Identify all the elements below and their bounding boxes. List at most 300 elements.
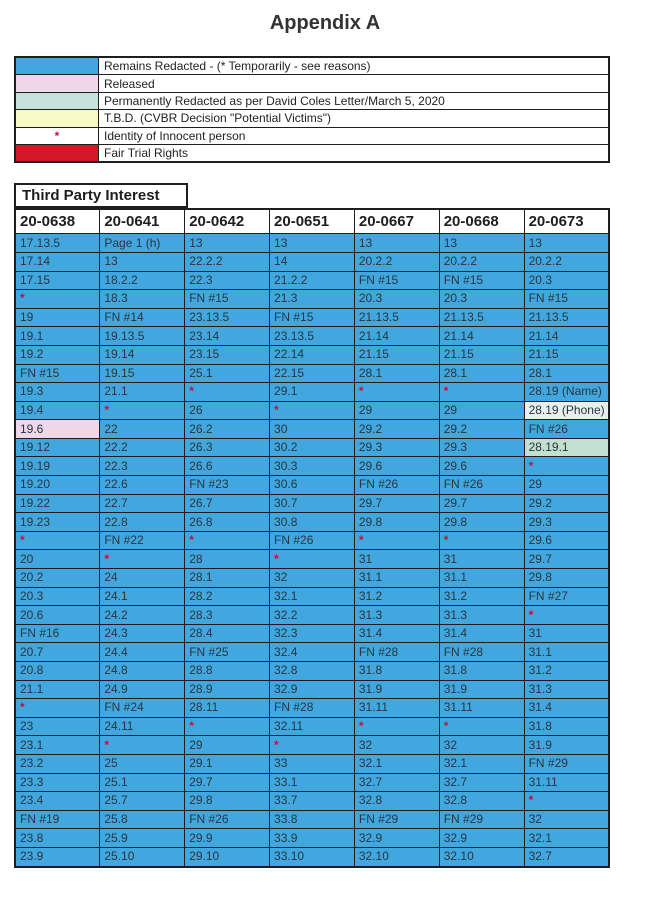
table-cell: 31.1	[524, 643, 609, 662]
table-cell: 19.23	[15, 513, 100, 532]
table-cell: 33.10	[270, 847, 355, 866]
table-cell: 29.2	[439, 420, 524, 439]
table-cell: 19.3	[15, 383, 100, 402]
table-cell: 31.3	[354, 606, 439, 625]
table-cell: 21.2.2	[270, 271, 355, 290]
column-header-20-0673: 20-0673	[524, 209, 609, 234]
table-cell: 33.8	[270, 810, 355, 829]
table-cell	[524, 792, 609, 811]
table-cell: 19.22	[15, 494, 100, 513]
table-row	[15, 662, 609, 681]
column-header-20-0667: 20-0667	[354, 209, 439, 234]
table-cell: 29.8	[185, 792, 270, 811]
column-header-20-0651: 20-0651	[270, 209, 355, 234]
table-cell	[439, 383, 524, 402]
table-cell: 31.2	[354, 587, 439, 606]
table-row	[15, 252, 609, 271]
table-cell: 28.19 (Name)	[524, 383, 609, 402]
table-cell: 32.1	[439, 754, 524, 773]
table-cell	[439, 531, 524, 550]
table-cell: 32	[354, 736, 439, 755]
table-cell: 22.2.2	[185, 252, 270, 271]
table-row	[15, 290, 609, 309]
table-cell: 20.7	[15, 643, 100, 662]
table-cell: FN #15	[354, 271, 439, 290]
table-cell: 32.8	[354, 792, 439, 811]
table-cell	[354, 531, 439, 550]
table-cell	[524, 606, 609, 625]
legend-label: Permanently Redacted as per David Coles Letter/March 5, 2020	[99, 92, 610, 109]
table-cell: 20	[15, 550, 100, 569]
table-cell: 33.7	[270, 792, 355, 811]
table-group-header: Third Party Interest	[14, 183, 188, 208]
column-header-20-0641: 20-0641	[100, 209, 185, 234]
table-cell: 31.3	[524, 680, 609, 699]
table-cell: 28.9	[185, 680, 270, 699]
table-row	[15, 476, 609, 495]
redaction-asterisk: *	[104, 402, 110, 417]
table-cell: FN #27	[524, 587, 609, 606]
table-cell: 21.14	[439, 327, 524, 346]
table-cell: 20.2.2	[354, 252, 439, 271]
table-row	[15, 624, 609, 643]
column-header-20-0642: 20-0642	[185, 209, 270, 234]
table-cell: 23.1	[15, 736, 100, 755]
table-cell	[100, 736, 185, 755]
table-cell	[270, 550, 355, 569]
table-cell: 24.2	[100, 606, 185, 625]
table-cell: FN #28	[270, 699, 355, 718]
table-cell: 19.13.5	[100, 327, 185, 346]
table-cell: 21.1	[100, 383, 185, 402]
table-cell: 29.8	[439, 513, 524, 532]
table-cell: 25.10	[100, 847, 185, 866]
table-cell: 28.2	[185, 587, 270, 606]
legend-label: Released	[99, 75, 610, 92]
table-cell: 31.2	[439, 587, 524, 606]
table-cell: FN #28	[439, 643, 524, 662]
table-cell: FN #24	[100, 699, 185, 718]
table-cell: 29.7	[354, 494, 439, 513]
table-cell: 29.6	[354, 457, 439, 476]
table-cell: 31.1	[439, 569, 524, 588]
redaction-asterisk: *	[443, 533, 449, 548]
table-cell: 20.3	[524, 271, 609, 290]
table-cell: 32.8	[439, 792, 524, 811]
table-cell	[15, 699, 100, 718]
table-cell: 29.9	[185, 829, 270, 848]
redaction-asterisk: *	[358, 384, 364, 399]
legend-swatch-yellow	[15, 110, 99, 127]
table-cell: 20.6	[15, 606, 100, 625]
redaction-asterisk: *	[358, 533, 364, 548]
legend-swatch-green	[15, 92, 99, 109]
table-cell: 32.10	[439, 847, 524, 866]
table-cell: 31	[439, 550, 524, 569]
table-cell: 29.7	[439, 494, 524, 513]
table-cell: 32.7	[524, 847, 609, 866]
table-cell: 31.1	[354, 569, 439, 588]
table-cell: 18.3	[100, 290, 185, 309]
table-cell: 19.14	[100, 345, 185, 364]
table-cell: 28.1	[185, 569, 270, 588]
table-row	[15, 717, 609, 736]
redaction-asterisk: *	[443, 384, 449, 399]
table-cell: 29	[354, 401, 439, 420]
table-cell: 33.9	[270, 829, 355, 848]
table-cell: 32.1	[270, 587, 355, 606]
table-cell	[100, 401, 185, 420]
table-cell: FN #15	[15, 364, 100, 383]
column-header-20-0668: 20-0668	[439, 209, 524, 234]
table-cell: 31.4	[524, 699, 609, 718]
table-cell: FN #15	[439, 271, 524, 290]
legend-table	[14, 56, 610, 163]
redaction-asterisk: *	[358, 719, 364, 734]
document-page	[0, 12, 650, 906]
table-cell: 25.1	[100, 773, 185, 792]
table-cell: 22.15	[270, 364, 355, 383]
table-cell: 29	[439, 401, 524, 420]
table-cell: 23.13.5	[270, 327, 355, 346]
table-cell: 32.1	[524, 829, 609, 848]
table-cell: 30	[270, 420, 355, 439]
table-cell: FN #15	[270, 308, 355, 327]
table-cell: 32	[270, 569, 355, 588]
table-cell: 18.2.2	[100, 271, 185, 290]
table-cell: 32.9	[439, 829, 524, 848]
table-cell: 22.3	[185, 271, 270, 290]
table-row	[15, 420, 609, 439]
table-cell: 29.6	[439, 457, 524, 476]
table-cell: 33	[270, 754, 355, 773]
table-cell: FN #29	[524, 754, 609, 773]
table-cell	[15, 290, 100, 309]
table-row	[15, 401, 609, 420]
redaction-asterisk: *	[528, 458, 534, 473]
table-cell: 31.4	[439, 624, 524, 643]
table-cell	[354, 717, 439, 736]
table-cell: 32.7	[439, 773, 524, 792]
legend-row	[15, 127, 609, 144]
legend-label: Remains Redacted - (* Temporarily - see reasons)	[99, 57, 610, 75]
table-cell: 24.1	[100, 587, 185, 606]
table-cell: 13	[524, 234, 609, 253]
redaction-asterisk: *	[528, 607, 534, 622]
legend-swatch-pink	[15, 75, 99, 92]
table-cell: 29	[185, 736, 270, 755]
table-cell: 32	[524, 810, 609, 829]
table-row	[15, 513, 609, 532]
table-cell: 19.15	[100, 364, 185, 383]
table-cell: 29.1	[270, 383, 355, 402]
table-cell: FN #26	[354, 476, 439, 495]
table-cell: 29.7	[185, 773, 270, 792]
table-cell: 32.9	[270, 680, 355, 699]
table-cell: 19.19	[15, 457, 100, 476]
table-cell: 31.4	[354, 624, 439, 643]
legend-row	[15, 92, 609, 109]
table-cell: 21.13.5	[439, 308, 524, 327]
table-cell: FN #26	[185, 810, 270, 829]
redaction-asterisk: *	[189, 719, 194, 734]
table-cell: 19.1	[15, 327, 100, 346]
table-cell: FN #28	[354, 643, 439, 662]
table-cell: 20.3	[15, 587, 100, 606]
table-cell: 31.3	[439, 606, 524, 625]
table-cell: 29.2	[524, 494, 609, 513]
redaction-asterisk: *	[104, 551, 110, 566]
table-cell: 19.4	[15, 401, 100, 420]
table-cell: 31.8	[439, 662, 524, 681]
table-cell: FN #15	[185, 290, 270, 309]
redaction-asterisk: *	[189, 533, 194, 548]
redaction-asterisk: *	[54, 128, 60, 143]
table-cell: 32.10	[354, 847, 439, 866]
table-row	[15, 550, 609, 569]
table-cell: 17.14	[15, 252, 100, 271]
table-cell: 21.1	[15, 680, 100, 699]
table-cell: 19	[15, 308, 100, 327]
table-cell: 26.7	[185, 494, 270, 513]
legend-label: T.B.D. (CVBR Decision "Potential Victims")	[99, 110, 610, 127]
table-cell	[354, 383, 439, 402]
table-cell: 22.14	[270, 345, 355, 364]
table-cell: 22	[100, 420, 185, 439]
table-row	[15, 680, 609, 699]
table-row	[15, 829, 609, 848]
table-row	[15, 531, 609, 550]
table-cell: FN #26	[270, 531, 355, 550]
table-cell: FN #29	[354, 810, 439, 829]
table-cell: 24	[100, 569, 185, 588]
legend-label: Identity of Innocent person	[99, 127, 610, 144]
table-row	[15, 345, 609, 364]
table-cell: 31	[524, 624, 609, 643]
table-cell: 23.9	[15, 847, 100, 866]
table-cell: 22.7	[100, 494, 185, 513]
table-cell: 21.14	[354, 327, 439, 346]
table-cell: 23.4	[15, 792, 100, 811]
redaction-asterisk: *	[20, 291, 25, 306]
table-cell: 32.8	[270, 662, 355, 681]
table-cell: 30.6	[270, 476, 355, 495]
table-cell: FN #22	[100, 531, 185, 550]
table-cell: FN #23	[185, 476, 270, 495]
table-cell: 32.1	[354, 754, 439, 773]
table-cell: 20.2.2	[524, 252, 609, 271]
redaction-asterisk: *	[104, 737, 110, 752]
legend-row	[15, 57, 609, 75]
table-row	[15, 736, 609, 755]
table-row	[15, 383, 609, 402]
table-cell: 22.6	[100, 476, 185, 495]
table-cell: 29.10	[185, 847, 270, 866]
table-cell: 29.8	[524, 569, 609, 588]
table-row	[15, 438, 609, 457]
table-cell: 29.7	[524, 550, 609, 569]
table-cell: FN #16	[15, 624, 100, 643]
table-cell: 32.11	[270, 717, 355, 736]
table-cell: 31.2	[524, 662, 609, 681]
table-cell: 30.2	[270, 438, 355, 457]
table-cell: 21.13.5	[524, 308, 609, 327]
table-row	[15, 364, 609, 383]
table-cell: 20.3	[354, 290, 439, 309]
table-cell: 19.12	[15, 438, 100, 457]
table-cell: 30.3	[270, 457, 355, 476]
table-row	[15, 792, 609, 811]
table-cell: 25.7	[100, 792, 185, 811]
table-cell: 13	[354, 234, 439, 253]
table-cell: 20.3	[439, 290, 524, 309]
legend-row	[15, 144, 609, 162]
legend-swatch-white	[15, 127, 99, 144]
table-cell: 29.1	[185, 754, 270, 773]
table-cell: 30.7	[270, 494, 355, 513]
table-cell: 17.15	[15, 271, 100, 290]
table-cell: 31.11	[354, 699, 439, 718]
redaction-asterisk: *	[274, 551, 279, 566]
table-cell: 19.20	[15, 476, 100, 495]
table-cell: 21.13.5	[354, 308, 439, 327]
table-cell: 21.15	[439, 345, 524, 364]
table-cell: 14	[270, 252, 355, 271]
table-cell: FN #26	[439, 476, 524, 495]
column-header-20-0638: 20-0638	[15, 209, 100, 234]
table-row	[15, 234, 609, 253]
redaction-asterisk: *	[443, 719, 449, 734]
legend-swatch-red	[15, 144, 99, 162]
page-title: Appendix A	[269, 12, 381, 34]
table-row	[15, 699, 609, 718]
redaction-asterisk: *	[189, 384, 194, 399]
table-cell: FN #19	[15, 810, 100, 829]
legend-label: Fair Trial Rights	[99, 144, 610, 162]
table-cell: 23.2	[15, 754, 100, 773]
table-cell	[270, 736, 355, 755]
table-cell: 26.8	[185, 513, 270, 532]
table-cell	[185, 531, 270, 550]
table-cell: 31.8	[524, 717, 609, 736]
table-cell: 24.8	[100, 662, 185, 681]
table-cell: 13	[270, 234, 355, 253]
table-row	[15, 271, 609, 290]
table-cell: 24.9	[100, 680, 185, 699]
table-row	[15, 494, 609, 513]
table-cell: 28.1	[439, 364, 524, 383]
table-cell: 31.9	[354, 680, 439, 699]
table-row	[15, 643, 609, 662]
table-cell: 31.11	[439, 699, 524, 718]
table-cell: 23.15	[185, 345, 270, 364]
table-cell: Page 1 (h)	[100, 234, 185, 253]
table-cell: 21.15	[524, 345, 609, 364]
table-cell: 28.8	[185, 662, 270, 681]
table-cell: 26.6	[185, 457, 270, 476]
table-cell	[185, 717, 270, 736]
table-cell	[439, 717, 524, 736]
table-row	[15, 606, 609, 625]
table-cell: 26.3	[185, 438, 270, 457]
table-row	[15, 587, 609, 606]
table-cell: 31.11	[524, 773, 609, 792]
table-cell: 32.9	[354, 829, 439, 848]
table-cell: 32.7	[354, 773, 439, 792]
table-cell	[270, 401, 355, 420]
table-row	[15, 327, 609, 346]
table-cell: 13	[439, 234, 524, 253]
table-cell: FN #25	[185, 643, 270, 662]
table-cell: 20.2.2	[439, 252, 524, 271]
table-cell: FN #26	[524, 420, 609, 439]
table-cell: 25.1	[185, 364, 270, 383]
legend-swatch-blue	[15, 57, 99, 75]
table-cell: 30.8	[270, 513, 355, 532]
table-row	[15, 569, 609, 588]
legend-row	[15, 75, 609, 92]
table-cell: 31.9	[439, 680, 524, 699]
table-cell: 32.4	[270, 643, 355, 662]
table-cell: 23.13.5	[185, 308, 270, 327]
table-cell: 23.14	[185, 327, 270, 346]
table-row	[15, 457, 609, 476]
column-header-row	[15, 209, 609, 234]
table-cell: 21.3	[270, 290, 355, 309]
table-cell: 25	[100, 754, 185, 773]
table-cell	[185, 383, 270, 402]
table-cell: 28.4	[185, 624, 270, 643]
table-cell: 26.2	[185, 420, 270, 439]
redaction-asterisk: *	[20, 533, 25, 548]
table-cell	[100, 550, 185, 569]
table-cell: 29.6	[524, 531, 609, 550]
table-cell: 13	[100, 252, 185, 271]
table-cell: 24.3	[100, 624, 185, 643]
table-cell: 21.15	[354, 345, 439, 364]
table-cell: 26	[185, 401, 270, 420]
table-cell: 28.19 (Phone)	[524, 401, 609, 420]
table-cell: 17.13.5	[15, 234, 100, 253]
table-cell	[15, 531, 100, 550]
table-row	[15, 847, 609, 866]
table-cell: 19.6	[15, 420, 100, 439]
table-cell: 33.1	[270, 773, 355, 792]
table-cell: 22.8	[100, 513, 185, 532]
table-cell: 20.2	[15, 569, 100, 588]
table-cell: 25.9	[100, 829, 185, 848]
redaction-asterisk: *	[274, 402, 279, 417]
redaction-asterisk: *	[274, 737, 279, 752]
table-cell: 29.3	[354, 438, 439, 457]
table-cell: 23.8	[15, 829, 100, 848]
table-cell: 28.1	[354, 364, 439, 383]
table-cell: 32.2	[270, 606, 355, 625]
table-cell: 32	[439, 736, 524, 755]
table-cell: 28.1	[524, 364, 609, 383]
table-cell: 13	[185, 234, 270, 253]
table-cell: 31.8	[354, 662, 439, 681]
table-row	[15, 754, 609, 773]
table-cell: 23	[15, 717, 100, 736]
table-cell: 29.8	[354, 513, 439, 532]
table-cell: FN #15	[524, 290, 609, 309]
table-cell: 29.3	[439, 438, 524, 457]
table-row	[15, 773, 609, 792]
legend-row	[15, 110, 609, 127]
table-cell: 24.4	[100, 643, 185, 662]
table-cell: FN #29	[439, 810, 524, 829]
